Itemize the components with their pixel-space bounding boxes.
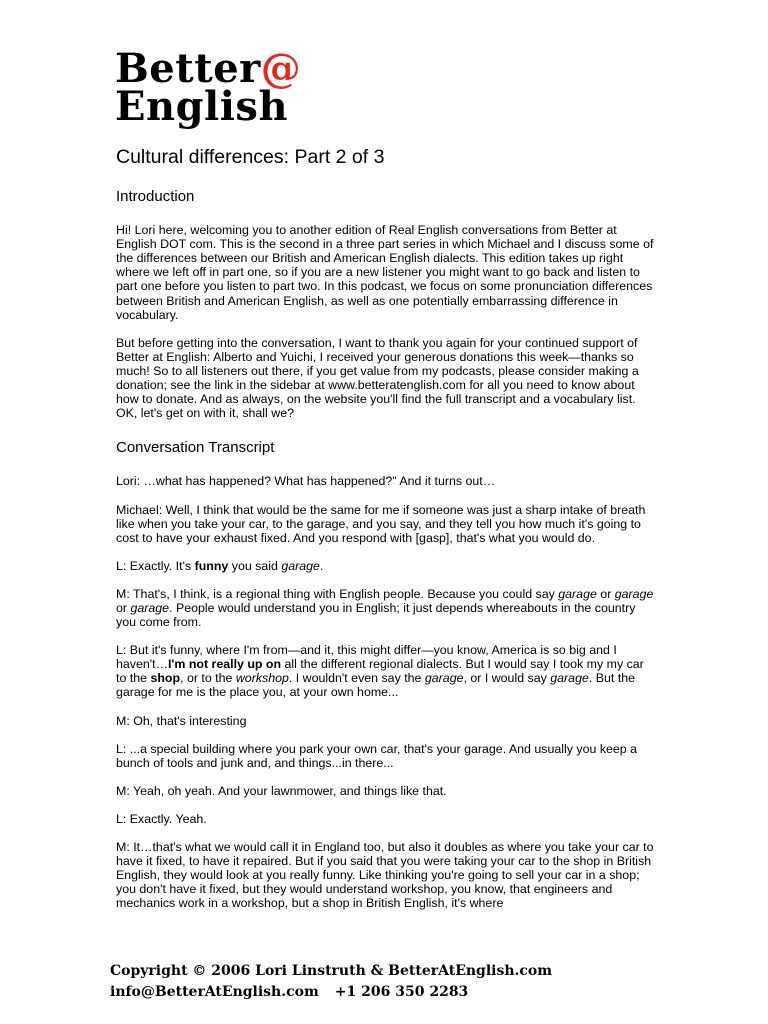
italic-term: garage [550, 671, 589, 686]
transcript-line [116, 643, 656, 699]
transcript-line: Lori: …what has happened? What has happened?" And it turns out… [116, 474, 496, 489]
contact-line [110, 982, 552, 1003]
text-run: all the different regional dialects. But I would say I took my my car to the [116, 657, 644, 686]
text-run: L: But it's funny, where I'm from—and it, this might differ—you know, America is so big and I haven't… [116, 643, 617, 672]
transcript-line: M: It…that's what we would call it in England too, but also it doubles as where you take your car to have it fixed, to have it repaired. But if you said that you were taking your car to the shop in British English, they would look at you really funny. Like thinking you're going to sell your car in a shop; you don't have it fixed, but they would understand workshop, you know, that engineers and mechanics work in a workshop, but a shop in British English, it's where [116, 840, 654, 911]
logo-english: English [115, 83, 289, 130]
transcript-line: L: Exactly. Yeah. [116, 811, 207, 826]
text-run: . People would understand you in English; it just depends whereabouts in the country you come from. [116, 600, 636, 630]
text-run: or [596, 586, 615, 601]
logo [115, 45, 302, 130]
intro-paragraph-1: Hi! Lori here, welcoming you to another edition of Real English conversations from Better at English DOT com. This is the second in a three part series in which Michael and I discuss some of the differences between our British and American English dialects. This edition takes up right where we left off in part one, so if you are a new listener you might want to go back and listen to part one before you listen to part two. In this podcast, we focus on some pronunciation differences between British and American English, as well as one potentially embarrassing difference in vocabulary. [116, 223, 654, 322]
bold-term: funny [194, 558, 229, 573]
italic-term: garage [281, 558, 320, 573]
transcript-heading: Conversation Transcript [116, 439, 275, 457]
copyright-notice: Copyright © 2006 Lori Linstruth & BetterAtEnglish.com [110, 963, 553, 979]
italic-term: garage [130, 600, 170, 615]
transcript-line: M: Oh, that's interesting [116, 713, 247, 728]
text-run: M: That's, I think, is a regional thing with English people. Because you could say [116, 586, 559, 601]
italic-term: garage [424, 671, 464, 686]
transcript-line: L: ...a special building where you park your own car, that's your garage. And usually you keep a bunch of tools and junk and, and things...in there... [116, 741, 638, 770]
text-run: or [116, 600, 131, 615]
text-run: L: Exactly. It's [116, 558, 195, 573]
text-run: , or I would say [463, 671, 551, 686]
document-title: Cultural differences: Part 2 of 3 [116, 146, 385, 168]
contact-phone: +1 206 350 2283 [334, 984, 469, 1000]
contact-email: info@BetterAtEnglish.com [110, 984, 319, 1000]
text-run: . [319, 558, 324, 573]
footer [110, 961, 552, 1003]
text-run: . I wouldn't even say the [288, 671, 425, 686]
text-run: , or to the [180, 671, 236, 686]
introduction-heading: Introduction [116, 188, 195, 205]
text-run: . But the garage for me is the place you, at your own home... [116, 671, 636, 700]
transcript-line: Michael: Well, I think that would be the same for me if someone was just a sharp intake of breath like when you take your car, to the garage, and you say, and they tell you how much it's going to cost to have your exhaust fixed. And you respond with [gasp], that's what you would do. [116, 502, 646, 545]
italic-term: garage [558, 586, 597, 601]
text-run: you said [228, 558, 282, 573]
transcript-line [116, 587, 656, 629]
document-body [116, 190, 656, 924]
logo-at-sign: @ [260, 45, 302, 92]
intro-paragraph-2: But before getting into the conversation, I want to thank you again for your continued support of Better at English: Alberto and Yuichi, I received your generous donations this week—thanks so much! So to all listeners out there, if you get value from my podcasts, please consider making a donation; see the link in the sidebar at www.betteratenglish.com for all you need to know about how to donate. And as always, on the website you'll find the full transcript and a vocabulary list. OK, let's get on with it, shall we? [116, 335, 639, 421]
logo-better: Better [115, 45, 261, 92]
transcript-line: M: Yeah, oh yeah. And your lawnmower, and things like that. [116, 783, 447, 798]
italic-term: workshop [235, 671, 289, 686]
italic-term: garage [614, 586, 654, 601]
bold-term: shop [150, 671, 181, 686]
transcript-line [116, 559, 656, 573]
bold-term: I'm not really up on [167, 657, 282, 672]
